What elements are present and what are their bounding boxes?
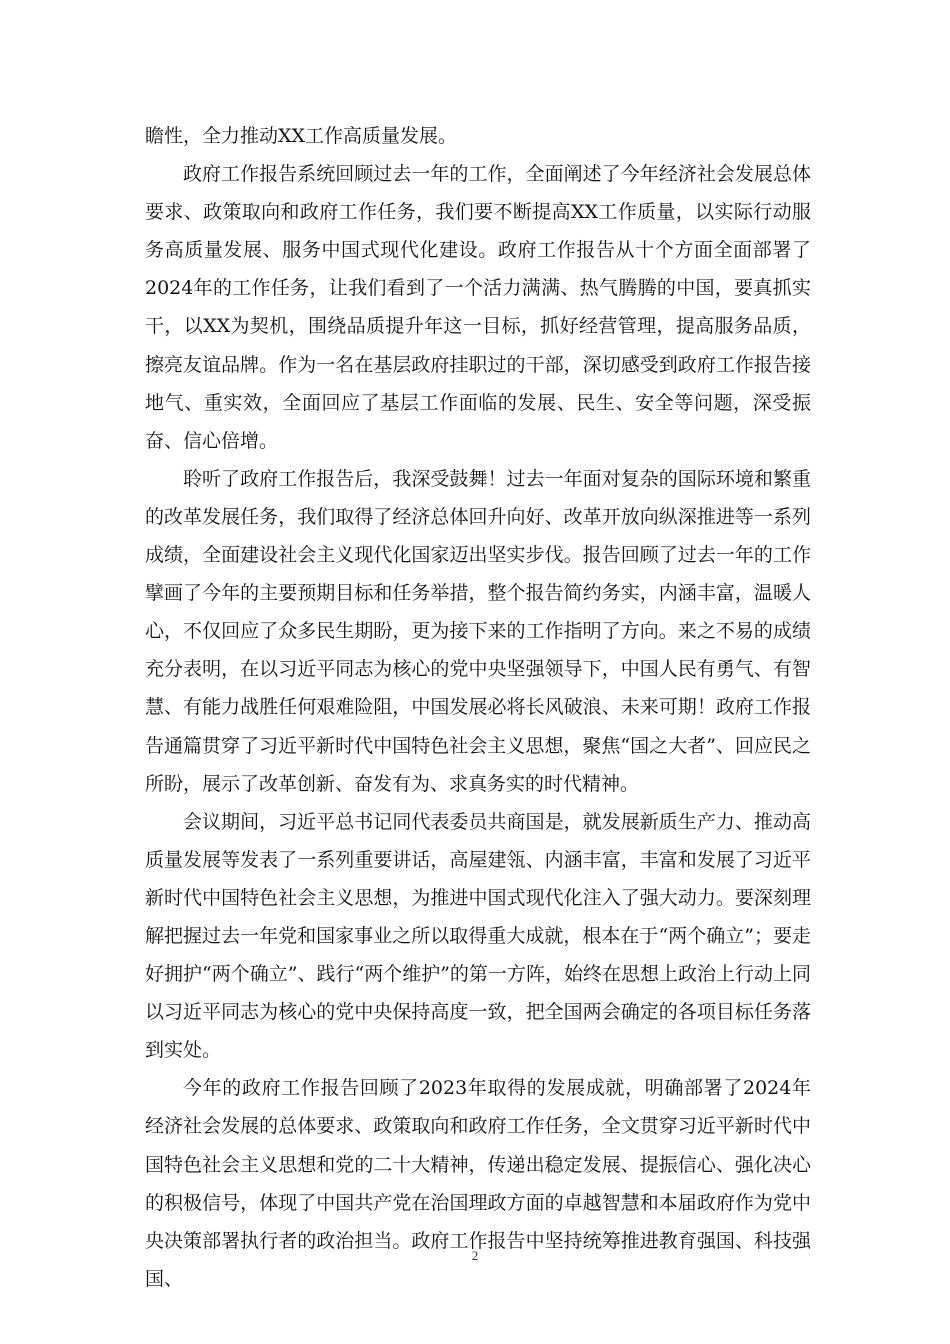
page-number: 2 xyxy=(471,1248,479,1263)
paragraph-report-review: 政府工作报告系统回顾过去一年的工作，全面阐述了今年经济社会发展总体要求、政策取向和政府工作任务，我们要不断提高XX工作质量，以实际行动服务高质量发展、服务中国式现代化建设。政府工作报告从十个方面全面部署了2024年的工作任务，让我们看到了一个活力满满、热气腾腾的中国，要真抓实干，以XX为契机，围绕品质提升年这一目标，抓好经营管理，提高服务品质，擦亮友谊品牌。作为一名在基层政府挂职过的干部，深切感受到政府工作报告接地气、重实效，全面回应了基层工作面临的发展、民生、安全等问题，深受振奋、信心倍增。 xyxy=(145,163,811,452)
paragraph-continuation: 瞻性，全力推动XX工作高质量发展。 xyxy=(145,125,458,147)
paragraph-meeting-period: 会议期间，习近平总书记同代表委员共商国是，就发展新质生产力、推动高质量发展等发表了一系列重要讲话，高屋建瓴、内涵丰富，丰富和发展了习近平新时代中国特色社会主义思想，为推进中国式现代化注入了强大动力。要深刻理解把握过去一年党和国家事业之所以取得重大成就，根本在于“两个确立”；要走好拥护“两个确立”、践行“两个维护”的第一方阵，始终在思想上政治上行动上同以习近平同志为核心的党中央保持高度一致，把全国两会确定的各项目标任务落到实处。 xyxy=(145,810,811,1062)
paragraph-this-year-report: 今年的政府工作报告回顾了2023年取得的发展成就，明确部署了2024年经济社会发展的总体要求、政策取向和政府工作任务，全文贯穿习近平新时代中国特色社会主义思想和党的二十大精神，传递出稳定发展、提振信心、强化决心的积极信号，体现了中国共产党在治国理政方面的卓越智慧和本届政府作为党中央决策部署执行者的政治担当。政府工作报告中坚持统筹推进教育强国、科技强国、 xyxy=(145,1077,811,1290)
paragraph-encouraged: 聆听了政府工作报告后，我深受鼓舞！过去一年面对复杂的国际环境和繁重的改革发展任务，我们取得了经济总体回升向好、改革开放向纵深推进等一系列成绩，全面建设社会主义现代化国家迈出坚实步伐。报告回顾了过去一年的工作擘画了今年的主要预期目标和任务举措，整个报告简约务实，内涵丰富，温暖人心，不仅回应了众多民生期盼，更为接下来的工作指明了方向。来之不易的成绩充分表明，在以习近平同志为核心的党中央坚强领导下，中国人民有勇气、有智慧、有能力战胜任何艰难险阻，中国发展必将长风破浪、未来可期！政府工作报告通篇贯穿了习近平新时代中国特色社会主义思想，聚焦“国之大者”、回应民之所盼，展示了改革创新、奋发有为、求真务实的时代精神。 xyxy=(145,467,811,795)
document-body xyxy=(145,117,811,1298)
